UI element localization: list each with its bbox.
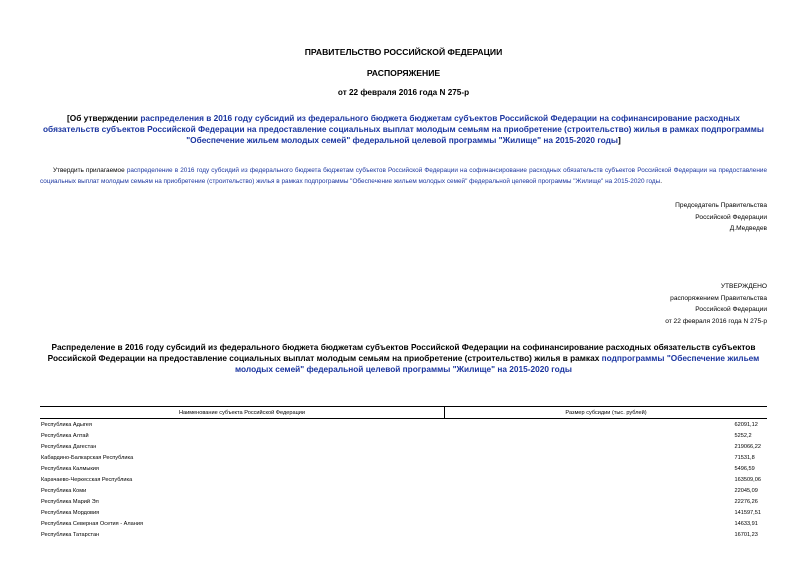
table-header-row: [40, 407, 767, 419]
signature-block: [567, 200, 767, 235]
subsidy-value: 14633,91: [734, 520, 758, 527]
region-name: Республика Адыгея: [41, 421, 92, 428]
body-link[interactable]: распределение в 2016 году субсидий из федерального бюджета бюджетам субъектов Российской Федерации на софинансирование расходных обязательств субъектов Российской Федерации на предоставление социальных выплат молодым семьям на приобретение (строительство) жилья в рамках подпрограммы "Обеспечение жильем молодых семей" федеральной целевой программы "Жилище" на 2015-2020 годы: [40, 167, 767, 185]
subsidy-value: 62091,12: [734, 421, 758, 428]
subsidy-value: 5496,59: [734, 465, 755, 472]
subsidy-value: 22276,26: [734, 498, 758, 505]
table-row: [40, 430, 767, 441]
region-name: Республика Дагестан: [41, 443, 97, 450]
document-date-number: от 22 февраля 2016 года N 275-р: [337, 88, 470, 97]
table-row: [40, 507, 767, 518]
column-header-name: Наименование субъекта Российской Федерации: [40, 407, 445, 419]
table-row: [40, 496, 767, 507]
government-heading: ПРАВИТЕЛЬСТВО РОССИЙСКОЙ ФЕДЕРАЦИИ: [304, 47, 503, 57]
region-name: Республика Северная Осетия - Алания: [41, 520, 144, 527]
signature-name: Д.Медведев: [729, 225, 767, 233]
subsidy-value: 71531,8: [734, 454, 755, 461]
region-name: Карачаево-Черкесская Республика: [41, 476, 133, 483]
body-paragraph: [40, 165, 767, 187]
approval-date: от 22 февраля 2016 года N 275-р: [665, 317, 767, 325]
body-prefix: Утвердить прилагаемое: [53, 167, 127, 174]
region-name: Республика Марий Эл: [41, 498, 99, 505]
approval-block: [567, 281, 767, 327]
approval-organization: Российской Федерации: [695, 306, 767, 314]
approval-authority: распоряжением Правительства: [670, 294, 767, 302]
distribution-title: [40, 342, 767, 375]
subsidy-value: 141597,51: [734, 509, 761, 516]
table-row: [40, 441, 767, 452]
subject-link[interactable]: распределения в 2016 году субсидий из федерального бюджета бюджетам субъектов Российской Федерации на софинансирование расходных обязательств субъектов Российской Федерации на предоставление социальных выплат молодым семьям на приобретение (строительство) жилья в рамках подпрограммы "Обеспечение жильем молодых семей" федеральной целевой программы "Жилище" на 2015-2020 годы: [42, 113, 765, 145]
subsidy-value: 163509,06: [734, 476, 761, 483]
table-row: [40, 463, 767, 474]
column-header-value: Размер субсидии (тыс. рублей): [445, 407, 768, 419]
subject-prefix: [Об утверждении: [67, 113, 141, 123]
region-name: Республика Алтай: [41, 432, 89, 439]
region-name: Республика Коми: [41, 487, 87, 494]
subsidy-table: [40, 406, 767, 540]
document-type: РАСПОРЯЖЕНИЕ: [366, 68, 441, 78]
signature-organization: Российской Федерации: [695, 213, 767, 221]
region-name: Республика Мордовия: [41, 509, 100, 516]
table-row: [40, 529, 767, 540]
signature-title: Председатель Правительства: [675, 202, 767, 209]
document-subject: [40, 113, 767, 146]
subsidy-value: 5252,2: [734, 432, 752, 439]
approval-label: УТВЕРЖДЕНО: [720, 283, 767, 290]
table-row: [40, 485, 767, 496]
subject-suffix: ]: [617, 135, 621, 145]
distribution-title-text: Распределение в 2016 году субсидий из федерального бюджета бюджетам субъектов Российской Федерации на софинансирование расходных обязательств субъектов Российской Федерации на предоставление социальных выплат молодым семьям на приобретение (строительство) жилья в рамках: [47, 342, 756, 363]
table-row: [40, 474, 767, 485]
subsidy-value: 22045,09: [734, 487, 758, 494]
table-row: [40, 518, 767, 529]
subsidy-value: 219066,22: [734, 443, 761, 450]
body-suffix: .: [660, 178, 663, 185]
table-row: [40, 419, 767, 431]
region-name: Республика Калмыкия: [41, 465, 99, 472]
table-row: [40, 452, 767, 463]
subsidy-value: 16701,23: [734, 531, 758, 538]
region-name: Республика Татарстан: [41, 531, 100, 538]
distribution-title-link[interactable]: подпрограммы "Обеспечение жильем молодых семей" федеральной целевой программы "Жилище" на 2015-2020 годы: [235, 353, 760, 374]
region-name: Кабардино-Балкарская Республика: [41, 454, 134, 461]
